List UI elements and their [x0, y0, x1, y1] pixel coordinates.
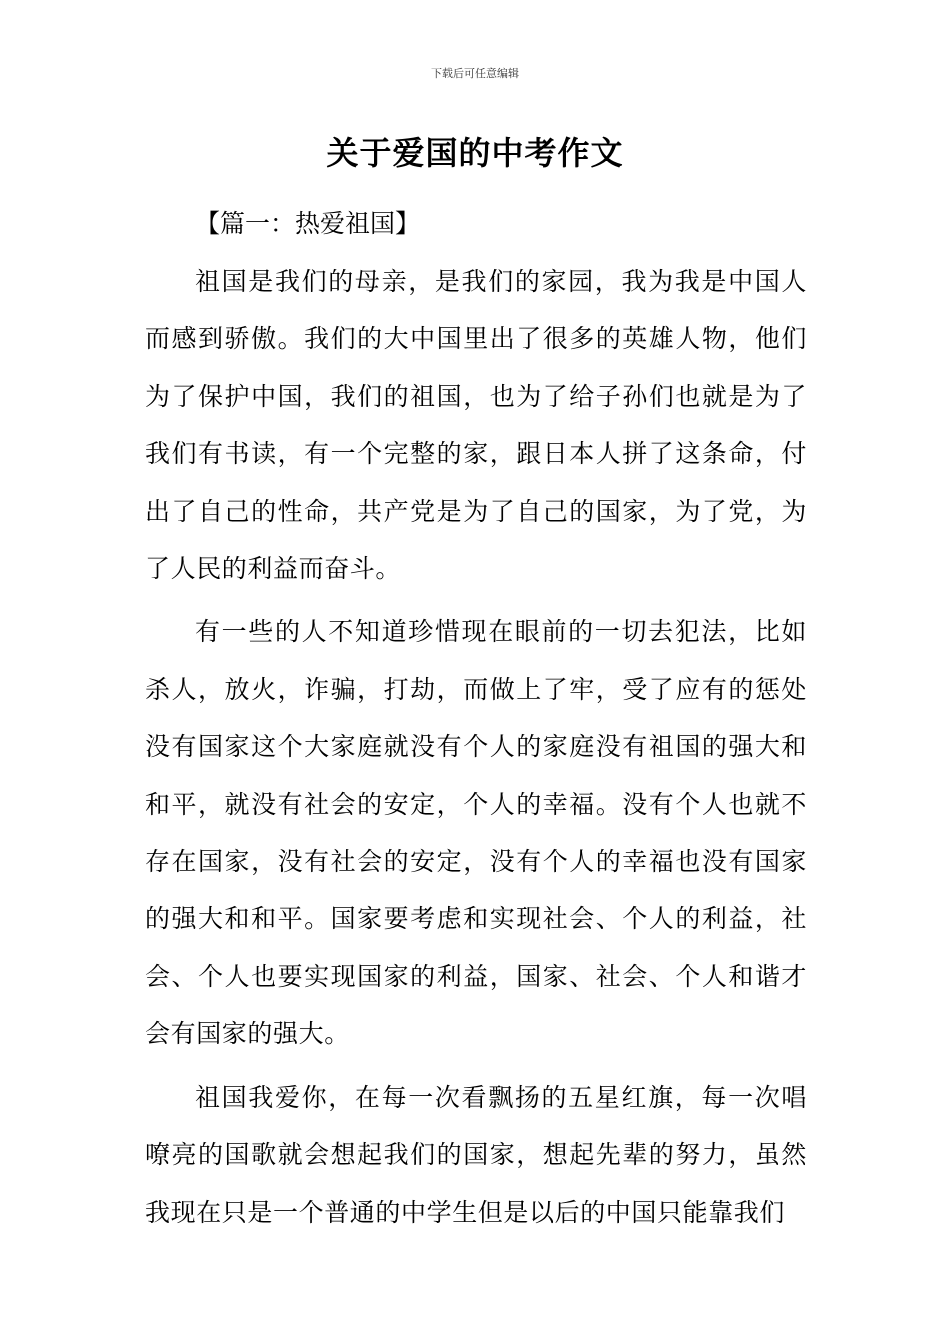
document-title: 关于爱国的中考作文: [326, 134, 624, 172]
document-body: [145, 196, 807, 1247]
paragraph-3: 祖国我爱你，在每一次看飘扬的五星红旗，每一次唱嘹亮的国歌就会想起我们的国家，想起先辈的努力，虽然我现在只是一个普通的中学生但是以后的中国只能靠我们: [145, 1082, 807, 1227]
section-heading: 【篇一：热爱祖国】: [195, 209, 421, 238]
paragraph-1: 祖国是我们的母亲，是我们的家园，我为我是中国人而感到骄傲。我们的大中国里出了很多的英雄人物，他们为了保护中国，我们的祖国，也为了给子孙们也就是为了我们有书读，有一个完整的家，跟日本人拼了这条命，付出了自己的性命，共产党是为了自己的国家，为了党，为了人民的利益而奋斗。: [145, 267, 807, 584]
paragraph-2: 有一些的人不知道珍惜现在眼前的一切去犯法，比如杀人，放火，诈骗，打劫，而做上了牢，受了应有的惩处没有国家这个大家庭就没有个人的家庭没有祖国的强大和和平，就没有社会的安定，个人的幸福。没有个人也就不存在国家，没有社会的安定，没有个人的幸福也没有国家的强大和和平。国家要考虑和实现社会、个人的利益，社会、个人也要实现国家的利益，国家、社会、个人和谐才会有国家的强大。: [145, 617, 807, 1049]
page-header-note: 下载后可任意编辑: [431, 67, 519, 80]
